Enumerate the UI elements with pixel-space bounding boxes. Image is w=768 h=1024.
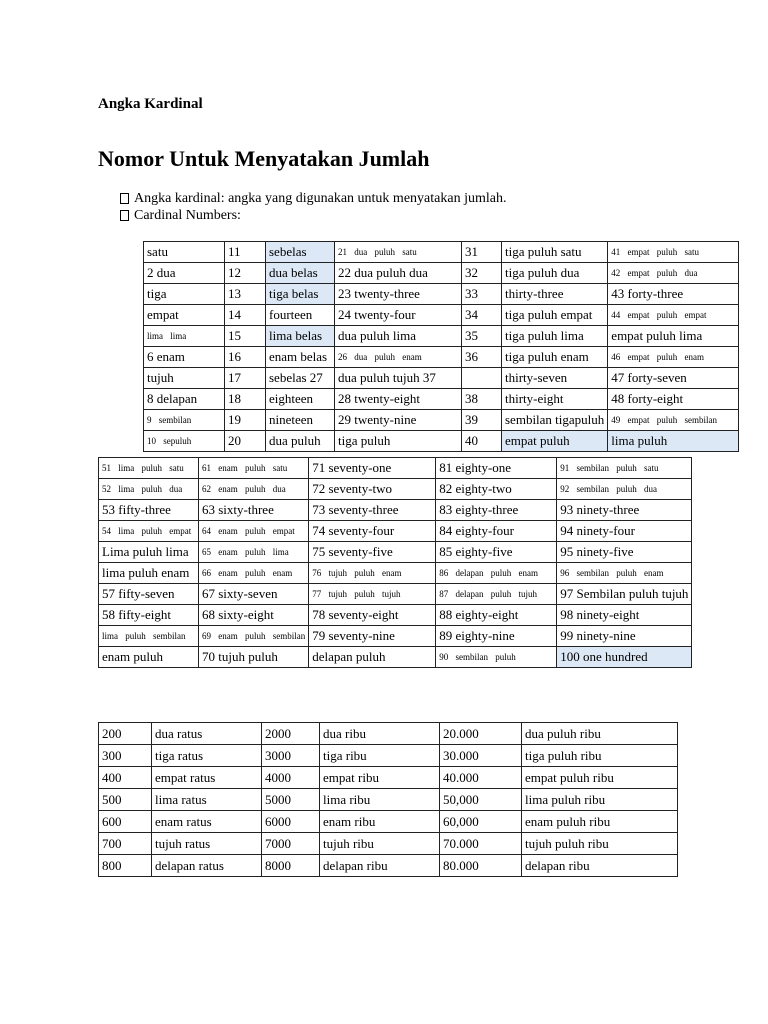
number-cell: Lima puluh lima xyxy=(99,542,199,563)
number-cell: nineteen xyxy=(266,410,335,431)
number-cell: sebelas 27 xyxy=(266,368,335,389)
number-cell: satu xyxy=(144,242,225,263)
number-cell: delapan ratus xyxy=(152,855,262,877)
number-cell: 22 dua puluh dua xyxy=(335,263,462,284)
table-row xyxy=(99,458,692,479)
number-cell: 70 tujuh puluh xyxy=(199,647,309,668)
table-row xyxy=(99,855,678,877)
number-cell: 49 empat puluh sembilan xyxy=(608,410,739,431)
number-cell: 67 sixty-seven xyxy=(199,584,309,605)
number-cell: 63 sixty-three xyxy=(199,500,309,521)
number-cell: 38 xyxy=(462,389,502,410)
bullet-text: Angka kardinal: angka yang digunakan untuk menyatakan jumlah. xyxy=(134,191,507,206)
number-cell: tiga puluh xyxy=(335,431,462,452)
number-cell: 26 dua puluh enam xyxy=(335,347,462,368)
number-cell: 34 xyxy=(462,305,502,326)
table-row xyxy=(144,389,739,410)
cardinal-table-51-to-100 xyxy=(98,457,692,668)
number-cell: fourteen xyxy=(266,305,335,326)
bullet-item xyxy=(120,190,506,207)
number-cell: tujuh puluh ribu xyxy=(522,833,678,855)
table-row xyxy=(99,521,692,542)
hundreds-thousands-table xyxy=(98,722,678,877)
table-row xyxy=(144,263,739,284)
number-cell: tujuh ratus xyxy=(152,833,262,855)
bullet-list xyxy=(120,190,506,224)
number-cell: 39 xyxy=(462,410,502,431)
number-cell: sebelas xyxy=(266,242,335,263)
number-cell: 12 xyxy=(225,263,266,284)
number-cell: 18 xyxy=(225,389,266,410)
number-cell: dua ratus xyxy=(152,723,262,745)
table-row xyxy=(99,626,692,647)
number-cell: 74 seventy-four xyxy=(309,521,436,542)
number-cell: 99 ninety-nine xyxy=(557,626,692,647)
number-cell: 83 eighty-three xyxy=(436,500,557,521)
number-cell: 8 delapan xyxy=(144,389,225,410)
number-cell: delapan puluh xyxy=(309,647,436,668)
number-cell: 89 eighty-nine xyxy=(436,626,557,647)
number-cell: 94 ninety-four xyxy=(557,521,692,542)
number-cell: 47 forty-seven xyxy=(608,368,739,389)
number-cell: 21 dua puluh satu xyxy=(335,242,462,263)
number-cell: 14 xyxy=(225,305,266,326)
number-cell: empat ribu xyxy=(320,767,440,789)
number-cell: 90 sembilan puluh xyxy=(436,647,557,668)
number-cell: 73 seventy-three xyxy=(309,500,436,521)
number-cell: 41 empat puluh satu xyxy=(608,242,739,263)
number-cell: 91 sembilan puluh satu xyxy=(557,458,692,479)
number-cell: dua puluh xyxy=(266,431,335,452)
number-cell: 23 twenty-three xyxy=(335,284,462,305)
number-cell: tiga puluh ribu xyxy=(522,745,678,767)
number-cell: 50,000 xyxy=(440,789,522,811)
number-cell: 69 enam puluh sembilan xyxy=(199,626,309,647)
number-cell: 300 xyxy=(99,745,152,767)
number-cell: 2 dua xyxy=(144,263,225,284)
bullet-box-icon xyxy=(120,193,129,204)
number-cell: 76 tujuh puluh enam xyxy=(309,563,436,584)
number-cell: lima puluh ribu xyxy=(522,789,678,811)
number-cell: 79 seventy-nine xyxy=(309,626,436,647)
number-cell: 13 xyxy=(225,284,266,305)
number-cell: 200 xyxy=(99,723,152,745)
number-cell: 8000 xyxy=(262,855,320,877)
number-cell: thirty-three xyxy=(502,284,608,305)
number-cell: sembilan tigapuluh xyxy=(502,410,608,431)
number-cell: 42 empat puluh dua xyxy=(608,263,739,284)
number-cell: 24 twenty-four xyxy=(335,305,462,326)
number-cell: tiga puluh dua xyxy=(502,263,608,284)
number-cell: 52 lima puluh dua xyxy=(99,479,199,500)
table-row xyxy=(144,368,739,389)
number-cell: 500 xyxy=(99,789,152,811)
number-cell: dua puluh lima xyxy=(335,326,462,347)
section-heading: Angka Kardinal xyxy=(98,96,203,112)
number-cell: lima puluh enam xyxy=(99,563,199,584)
number-cell: delapan ribu xyxy=(320,855,440,877)
number-cell: 6 enam xyxy=(144,347,225,368)
table-row xyxy=(99,563,692,584)
table-row xyxy=(99,542,692,563)
number-cell: 33 xyxy=(462,284,502,305)
number-cell: thirty-seven xyxy=(502,368,608,389)
number-cell: 29 twenty-nine xyxy=(335,410,462,431)
table-row xyxy=(99,647,692,668)
table-row xyxy=(99,723,678,745)
number-cell: 51 lima puluh satu xyxy=(99,458,199,479)
number-cell: 44 empat puluh empat xyxy=(608,305,739,326)
number-cell: 3000 xyxy=(262,745,320,767)
table-row xyxy=(144,305,739,326)
number-cell: empat xyxy=(144,305,225,326)
number-cell: 96 sembilan puluh enam xyxy=(557,563,692,584)
number-cell: lima ribu xyxy=(320,789,440,811)
bullet-text: Cardinal Numbers: xyxy=(134,208,241,223)
number-cell: 98 ninety-eight xyxy=(557,605,692,626)
table-row xyxy=(99,584,692,605)
number-cell: 93 ninety-three xyxy=(557,500,692,521)
number-cell: tiga puluh enam xyxy=(502,347,608,368)
table-row xyxy=(99,833,678,855)
number-cell: 80.000 xyxy=(440,855,522,877)
number-cell: 800 xyxy=(99,855,152,877)
number-cell: tiga puluh empat xyxy=(502,305,608,326)
number-cell: tiga puluh satu xyxy=(502,242,608,263)
table-row xyxy=(99,479,692,500)
number-cell: tujuh ribu xyxy=(320,833,440,855)
number-cell: tiga xyxy=(144,284,225,305)
number-cell xyxy=(462,368,502,389)
number-cell: empat ratus xyxy=(152,767,262,789)
number-cell: 28 twenty-eight xyxy=(335,389,462,410)
number-cell: 600 xyxy=(99,811,152,833)
number-cell: 77 tujuh puluh tujuh xyxy=(309,584,436,605)
number-cell: 5000 xyxy=(262,789,320,811)
number-cell: 57 fifty-seven xyxy=(99,584,199,605)
number-cell: enam ribu xyxy=(320,811,440,833)
number-cell: 15 xyxy=(225,326,266,347)
bullet-item xyxy=(120,207,506,224)
number-cell: thirty-eight xyxy=(502,389,608,410)
number-cell: tiga ratus xyxy=(152,745,262,767)
number-cell: 4000 xyxy=(262,767,320,789)
number-cell: 20 xyxy=(225,431,266,452)
table-row xyxy=(99,767,678,789)
number-cell: 75 seventy-five xyxy=(309,542,436,563)
number-cell: lima puluh sembilan xyxy=(99,626,199,647)
number-cell: dua belas xyxy=(266,263,335,284)
number-cell: 11 xyxy=(225,242,266,263)
number-cell: lima belas xyxy=(266,326,335,347)
number-cell: 78 seventy-eight xyxy=(309,605,436,626)
number-cell: 100 one hundred xyxy=(557,647,692,668)
number-cell: 88 eighty-eight xyxy=(436,605,557,626)
number-cell: delapan ribu xyxy=(522,855,678,877)
table-row xyxy=(99,745,678,767)
number-cell: tujuh xyxy=(144,368,225,389)
number-cell: 65 enam puluh lima xyxy=(199,542,309,563)
number-cell: 40.000 xyxy=(440,767,522,789)
number-cell: enam puluh xyxy=(99,647,199,668)
number-cell: 97 Sembilan puluh tujuh xyxy=(557,584,692,605)
number-cell: 40 xyxy=(462,431,502,452)
number-cell: 2000 xyxy=(262,723,320,745)
number-cell: 6000 xyxy=(262,811,320,833)
number-cell: 48 forty-eight xyxy=(608,389,739,410)
number-cell: 87 delapan puluh tujuh xyxy=(436,584,557,605)
number-cell: 700 xyxy=(99,833,152,855)
number-cell: 10 sepuluh xyxy=(144,431,225,452)
number-cell: 32 xyxy=(462,263,502,284)
number-cell: 66 enam puluh enam xyxy=(199,563,309,584)
cardinal-table-1-to-50 xyxy=(143,241,739,452)
number-cell: lima lima xyxy=(144,326,225,347)
number-cell: lima puluh xyxy=(608,431,739,452)
number-cell: 71 seventy-one xyxy=(309,458,436,479)
number-cell: 82 eighty-two xyxy=(436,479,557,500)
number-cell: 16 xyxy=(225,347,266,368)
number-cell: 85 eighty-five xyxy=(436,542,557,563)
table-row xyxy=(99,811,678,833)
number-cell: 53 fifty-three xyxy=(99,500,199,521)
number-cell: 92 sembilan puluh dua xyxy=(557,479,692,500)
number-cell: 84 eighty-four xyxy=(436,521,557,542)
number-cell: enam belas xyxy=(266,347,335,368)
table-row xyxy=(99,500,692,521)
number-cell: 43 forty-three xyxy=(608,284,739,305)
table-row xyxy=(144,242,739,263)
table-row xyxy=(144,284,739,305)
number-cell: 54 lima puluh empat xyxy=(99,521,199,542)
number-cell: empat puluh xyxy=(502,431,608,452)
number-cell: 35 xyxy=(462,326,502,347)
number-cell: tiga ribu xyxy=(320,745,440,767)
number-cell: enam ratus xyxy=(152,811,262,833)
number-cell: empat puluh lima xyxy=(608,326,739,347)
number-cell: 46 empat puluh enam xyxy=(608,347,739,368)
number-cell: dua puluh ribu xyxy=(522,723,678,745)
number-cell: dua puluh tujuh 37 xyxy=(335,368,462,389)
number-cell: enam puluh ribu xyxy=(522,811,678,833)
number-cell: 400 xyxy=(99,767,152,789)
number-cell: 19 xyxy=(225,410,266,431)
number-cell: 36 xyxy=(462,347,502,368)
number-cell: dua ribu xyxy=(320,723,440,745)
page-title: Nomor Untuk Menyatakan Jumlah xyxy=(98,146,430,171)
number-cell: empat puluh ribu xyxy=(522,767,678,789)
table-row xyxy=(144,431,739,452)
table-row xyxy=(99,789,678,811)
number-cell: tiga belas xyxy=(266,284,335,305)
table-row xyxy=(144,410,739,431)
number-cell: 17 xyxy=(225,368,266,389)
number-cell: 9 sembilan xyxy=(144,410,225,431)
number-cell: eighteen xyxy=(266,389,335,410)
number-cell: 7000 xyxy=(262,833,320,855)
number-cell: 64 enam puluh empat xyxy=(199,521,309,542)
table-row xyxy=(144,326,739,347)
number-cell: 68 sixty-eight xyxy=(199,605,309,626)
number-cell: 95 ninety-five xyxy=(557,542,692,563)
number-cell: lima ratus xyxy=(152,789,262,811)
number-cell: 62 enam puluh dua xyxy=(199,479,309,500)
number-cell: 61 enam puluh satu xyxy=(199,458,309,479)
number-cell: 70.000 xyxy=(440,833,522,855)
number-cell: 72 seventy-two xyxy=(309,479,436,500)
number-cell: 81 eighty-one xyxy=(436,458,557,479)
number-cell: 31 xyxy=(462,242,502,263)
number-cell: 30.000 xyxy=(440,745,522,767)
number-cell: 60,000 xyxy=(440,811,522,833)
number-cell: tiga puluh lima xyxy=(502,326,608,347)
number-cell: 20.000 xyxy=(440,723,522,745)
bullet-box-icon xyxy=(120,210,129,221)
table-row xyxy=(99,605,692,626)
number-cell: 86 delapan puluh enam xyxy=(436,563,557,584)
number-cell: 58 fifty-eight xyxy=(99,605,199,626)
table-row xyxy=(144,347,739,368)
